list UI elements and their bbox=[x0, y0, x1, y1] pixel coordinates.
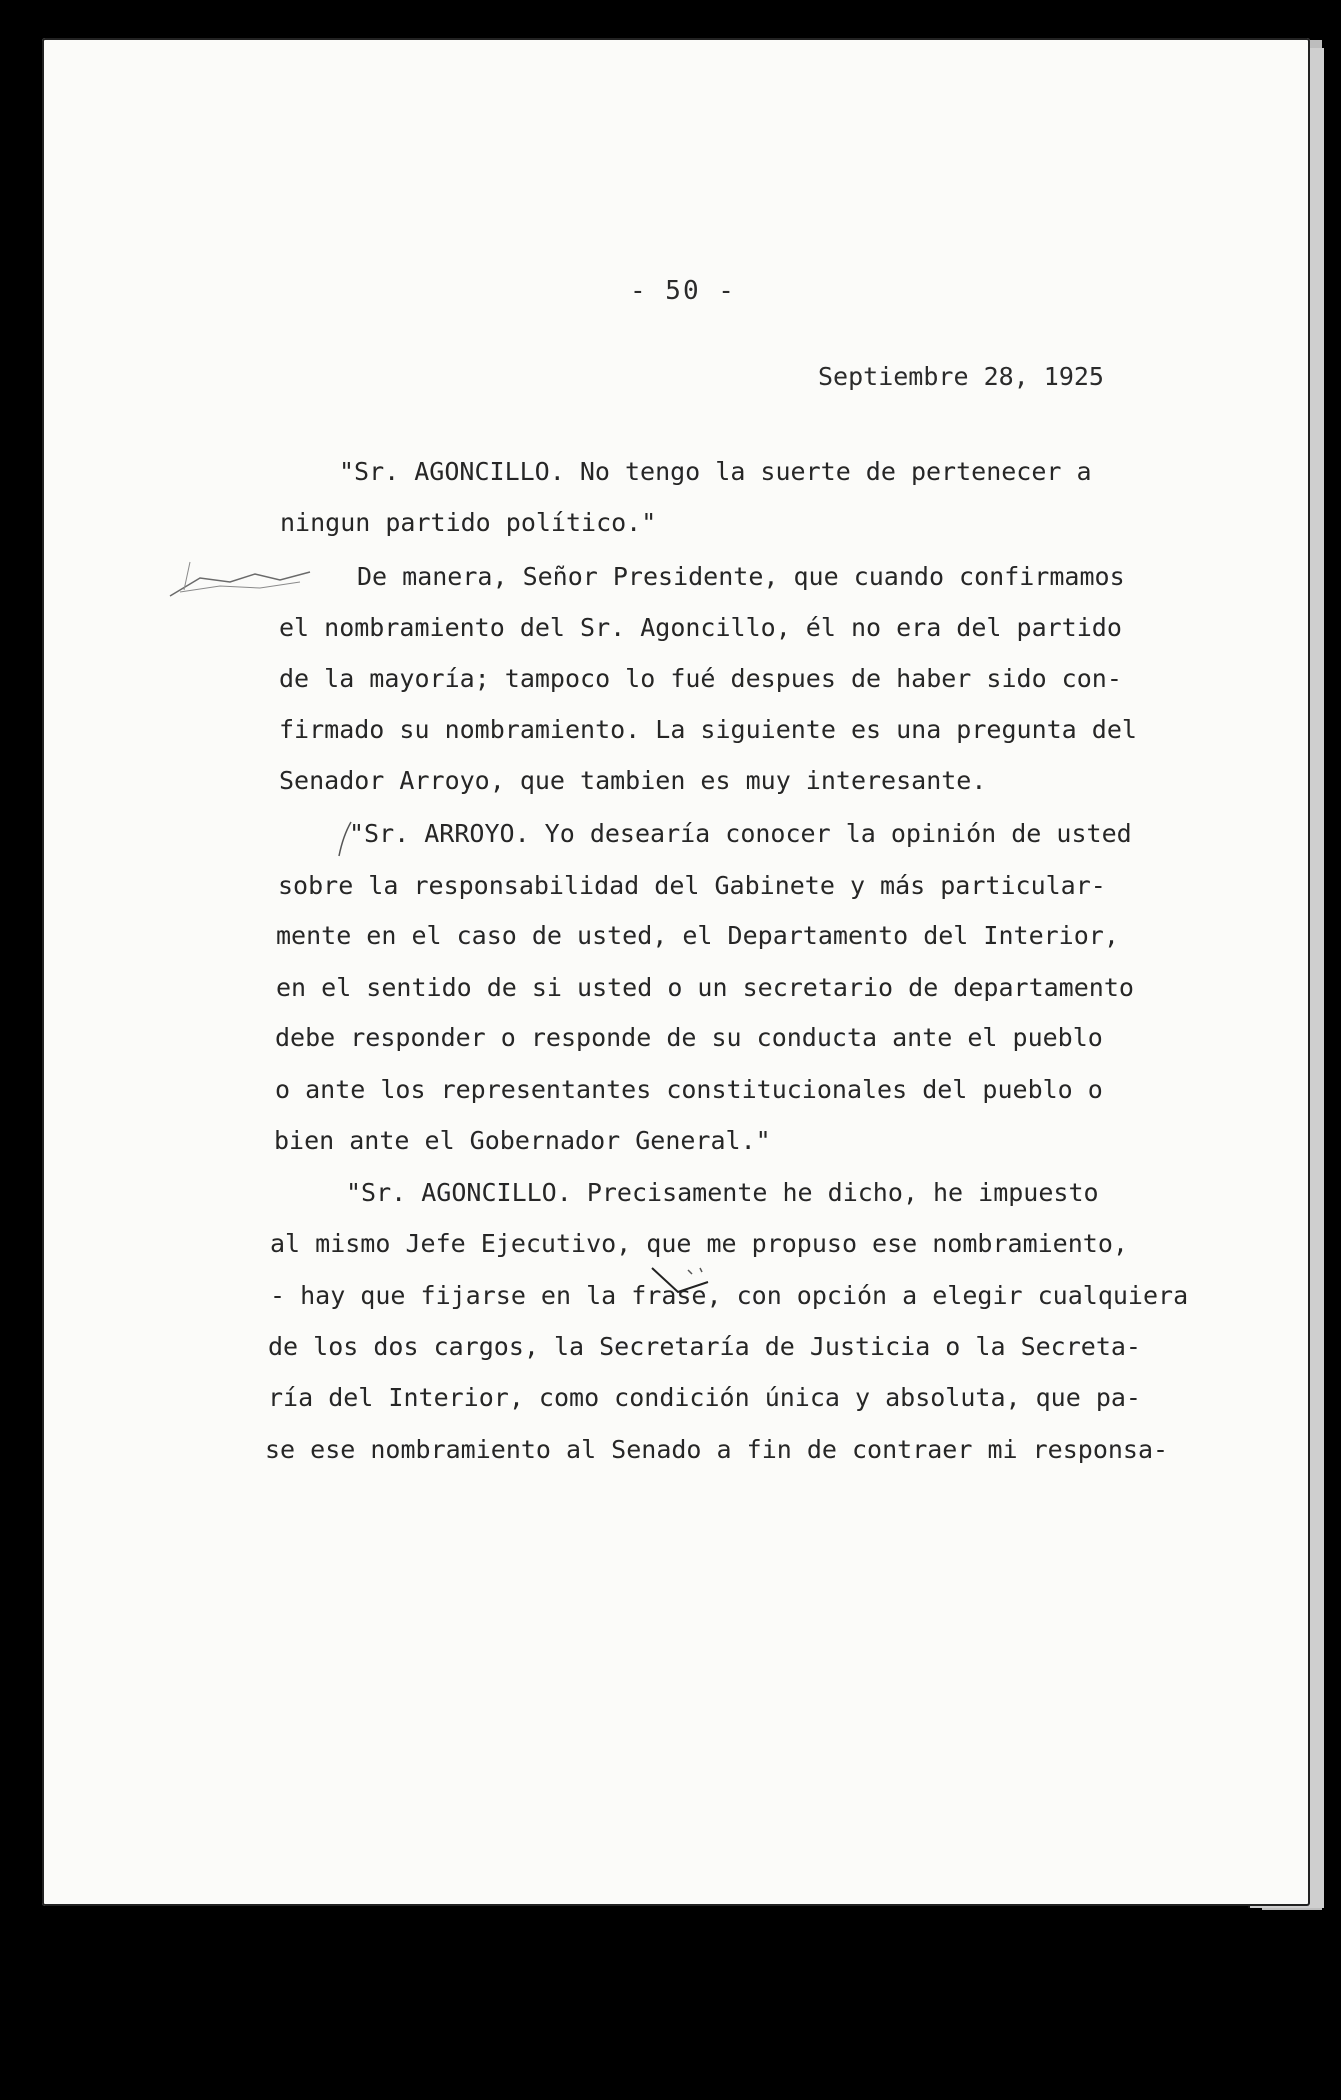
text-line: en el sentido de si usted o un secretario de departamento bbox=[276, 973, 1134, 1002]
text-line: firmado su nombramiento. La siguiente es una pregunta del bbox=[279, 715, 1137, 744]
text-line: Senador Arroyo, que tambien es muy interesante. bbox=[279, 766, 987, 795]
text-line: el nombramiento del Sr. Agoncillo, él no era del partido bbox=[279, 613, 1122, 642]
text-line: "Sr. AGONCILLO. Precisamente he dicho, he impuesto bbox=[346, 1178, 1099, 1207]
handwritten-margin-mark bbox=[160, 556, 320, 606]
text-line: al mismo Jefe Ejecutivo, que me propuso ese nombramiento, bbox=[270, 1229, 1128, 1258]
document-date: Septiembre 28, 1925 bbox=[818, 362, 1104, 391]
text-line: sobre la responsabilidad del Gabinete y más particular- bbox=[278, 871, 1106, 900]
text-line: "Sr. AGONCILLO. No tengo la suerte de pertenecer a bbox=[339, 457, 1092, 486]
text-line: ningun partido político." bbox=[280, 508, 657, 537]
text-line: debe responder o responde de su conducta ante el pueblo bbox=[275, 1023, 1103, 1052]
text-line: "Sr. ARROYO. Yo desearía conocer la opinión de usted bbox=[349, 819, 1132, 848]
text-line: ría del Interior, como condición única y absoluta, que pa- bbox=[268, 1383, 1141, 1412]
text-line: de los dos cargos, la Secretaría de Justicia o la Secreta- bbox=[268, 1332, 1141, 1361]
text-line: bien ante el Gobernador General." bbox=[274, 1126, 771, 1155]
text-line: mente en el caso de usted, el Departamento del Interior, bbox=[276, 921, 1119, 950]
text-line: de la mayoría; tampoco lo fué despues de haber sido con- bbox=[279, 664, 1122, 693]
text-line: se ese nombramiento al Senado a fin de contraer mi responsa- bbox=[265, 1435, 1169, 1464]
text-line: De manera, Señor Presidente, que cuando confirmamos bbox=[357, 562, 1125, 591]
page-number: - 50 - bbox=[630, 276, 736, 306]
text-line: o ante los representantes constitucionales del pueblo o bbox=[275, 1075, 1103, 1104]
text-line: - hay que fijarse en la frase, con opción a elegir cualquiera bbox=[270, 1281, 1189, 1310]
